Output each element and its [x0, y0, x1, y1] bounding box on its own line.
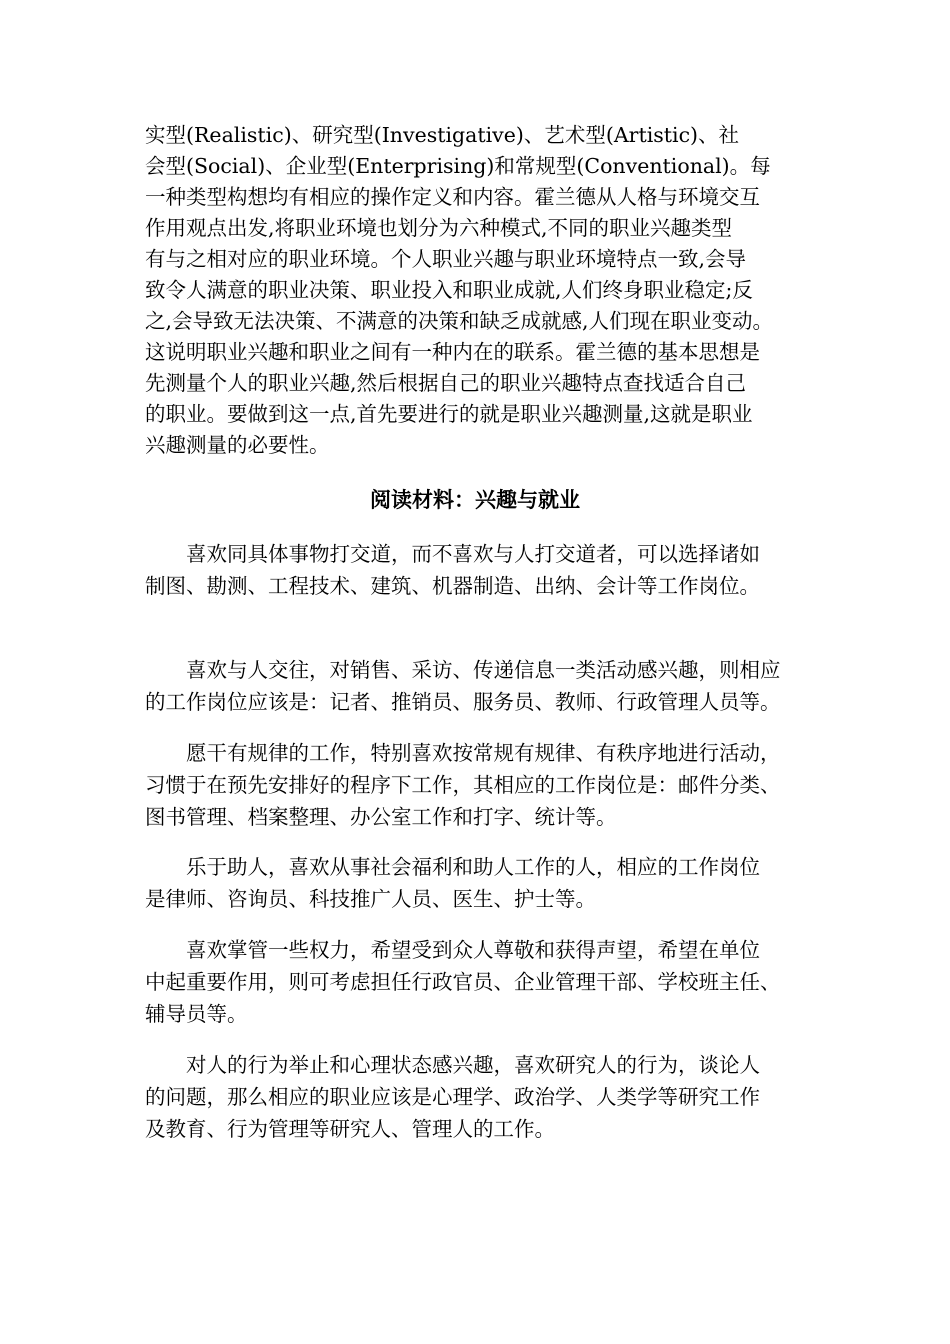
text-line: 乐于助人，喜欢从事社会福利和助人工作的人，相应的工作岗位: [145, 855, 760, 879]
text-line: 及教育、行为管理等研究人、管理人的工作。: [145, 1117, 555, 1141]
text-line: 会型(Social)、企业型(Enterprising)和常规型(Conventional)。每: [145, 154, 771, 178]
paragraph-power: [145, 934, 825, 1030]
text-line: 先测量个人的职业兴趣,然后根据自己的职业兴趣特点查找适合自己: [145, 371, 747, 395]
paragraph-behavior-study: [145, 1049, 825, 1145]
text-line: 的职业。要做到这一点,首先要进行的就是职业兴趣测量,这就是职业: [145, 402, 753, 426]
paragraph-social-contact: [145, 654, 825, 718]
text-line: 实型(Realistic)、研究型(Investigative)、艺术型(Artistic)、社: [145, 123, 740, 147]
paragraph-helping-people: [145, 851, 825, 915]
intro-paragraph: [145, 120, 817, 461]
text-line: 之,会导致无法决策、不满意的决策和缺乏成就感,人们现在职业变动。: [145, 309, 774, 333]
text-line: 图书管理、档案整理、办公室工作和打字、统计等。: [145, 805, 617, 829]
text-line: 的工作岗位应该是：记者、推销员、服务员、教师、行政管理人员等。: [145, 690, 781, 714]
text-line: 喜欢掌管一些权力，希望受到众人尊敬和获得声望，希望在单位: [145, 938, 760, 962]
text-line: 的问题，那么相应的职业应该是心理学、政治学、人类学等研究工作: [145, 1085, 760, 1109]
text-line: 喜欢同具体事物打交道，而不喜欢与人打交道者，可以选择诸如: [145, 542, 760, 566]
text-line: 致令人满意的职业决策、职业投入和职业成就,人们终身职业稳定;反: [145, 278, 753, 302]
text-line: 兴趣测量的必要性。: [145, 433, 330, 457]
paragraph-concrete-things: [145, 538, 825, 602]
text-line: 辅导员等。: [145, 1002, 248, 1026]
text-line: 作用观点出发,将职业环境也划分为六种模式,不同的职业兴趣类型: [145, 216, 733, 240]
text-line: 习惯于在预先安排好的程序下工作，其相应的工作岗位是：邮件分类、: [145, 773, 781, 797]
text-line: 制图、勘测、工程技术、建筑、机器制造、出纳、会计等工作岗位。: [145, 574, 760, 598]
text-line: 对人的行为举止和心理状态感兴趣，喜欢研究人的行为，谈论人: [145, 1053, 760, 1077]
text-line: 是律师、咨询员、科技推广人员、医生、护士等。: [145, 887, 596, 911]
text-line: 愿干有规律的工作，特别喜欢按常规有规律、有秩序地进行活动，: [145, 741, 781, 765]
paragraph-regular-work: [145, 737, 825, 833]
section-title: 阅读材料：兴趣与就业: [370, 488, 580, 512]
text-line: 这说明职业兴趣和职业之间有一种内在的联系。霍兰德的基本思想是: [145, 340, 760, 364]
text-line: 一种类型构想均有相应的操作定义和内容。霍兰德从人格与环境交互: [145, 185, 760, 209]
text-line: 中起重要作用，则可考虑担任行政官员、企业管理干部、学校班主任、: [145, 970, 781, 994]
text-line: 有与之相对应的职业环境。个人职业兴趣与职业环境特点一致,会导: [145, 247, 747, 271]
text-line: 喜欢与人交往，对销售、采访、传递信息一类活动感兴趣，则相应: [145, 658, 781, 682]
